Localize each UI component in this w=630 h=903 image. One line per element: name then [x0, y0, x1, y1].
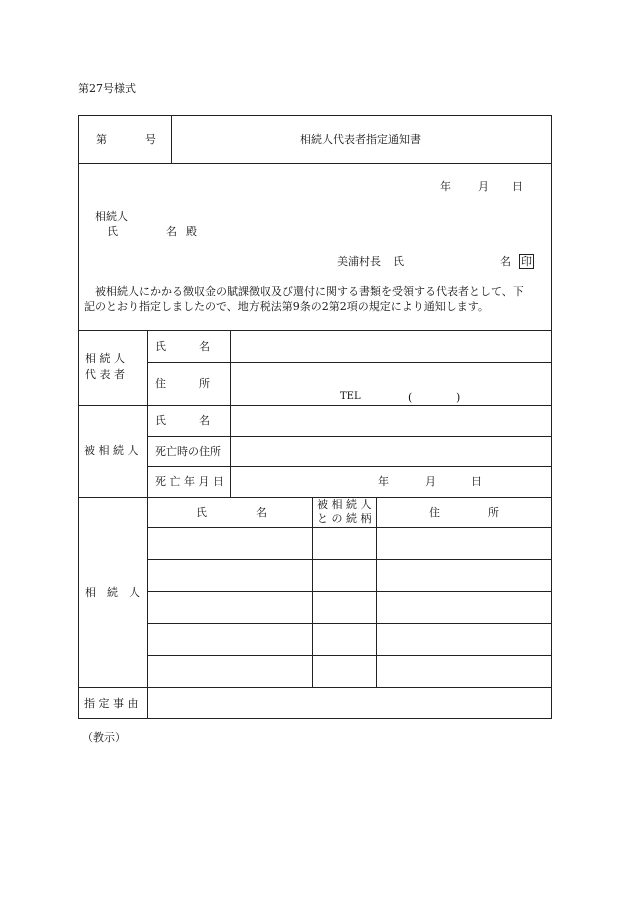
form-number: 第27号様式	[78, 82, 136, 95]
heir-row-4-address-cell[interactable]	[377, 624, 551, 655]
heir-row-2-name-cell[interactable]	[148, 560, 311, 591]
addressee-honorific: 殿	[186, 225, 197, 238]
heirs-col-address-right: 所	[488, 506, 499, 519]
heir-row-5-relation-cell[interactable]	[313, 656, 375, 687]
deceased-date-day: 日	[471, 475, 482, 488]
deceased-date-label: 死 亡 年 月 日	[155, 475, 224, 488]
heir-row-3-name-cell[interactable]	[148, 592, 311, 623]
reason-input-cell[interactable]	[148, 688, 551, 718]
heir-row-1-address-cell[interactable]	[377, 528, 551, 559]
addressee-name-right: 名	[166, 225, 177, 238]
rep-name-input-cell[interactable]	[231, 331, 551, 362]
heir-row-4-name-cell[interactable]	[148, 624, 311, 655]
rep-label-line2: 代 表 者	[85, 368, 125, 381]
document-title: 相続人代表者指定通知書	[300, 133, 421, 146]
heir-row-3-relation-cell[interactable]	[313, 592, 375, 623]
issuer-name-left: 氏	[393, 255, 404, 268]
instruction-note: （教示）	[82, 731, 126, 744]
rep-address-input-cell[interactable]	[231, 363, 551, 405]
heir-row-5-name-cell[interactable]	[148, 656, 311, 687]
rep-tel-label: TEL	[340, 391, 361, 402]
rep-address-label: 住 所	[155, 377, 210, 390]
heir-row-5-address-cell[interactable]	[377, 656, 551, 687]
heirs-col-relation-line1: 被 相 続 人	[317, 498, 372, 511]
heir-row-1-name-cell[interactable]	[148, 528, 311, 559]
deceased-date-year: 年	[378, 475, 389, 488]
addressee-name-left: 氏	[107, 225, 118, 238]
rep-name-label: 氏 名	[155, 340, 210, 353]
body-line-1: 被相続人にかかる徴収金の賦課徴収及び還付に関する書類を受領する代表者として、下	[95, 285, 524, 298]
deceased-address-bottom-line	[147, 466, 552, 467]
deceased-section-bottom-line	[78, 497, 552, 498]
rep-tel-paren-close: )	[456, 391, 461, 404]
body-line-2: 記のとおり指定しましたので、地方税法第9条の2第2項の規定により通知します。	[84, 300, 489, 313]
issuer-name-right: 名	[500, 255, 511, 268]
heir-row-3-address-cell[interactable]	[377, 592, 551, 623]
deceased-name-input-cell[interactable]	[231, 406, 551, 436]
deceased-label: 被 相 続 人	[84, 444, 139, 457]
seal-mark	[519, 254, 534, 269]
heir-row-2-address-cell[interactable]	[377, 560, 551, 591]
seal-stamp-box: 印	[521, 255, 532, 268]
rep-label-line1: 相 続 人	[85, 352, 125, 365]
deceased-date-month: 月	[425, 475, 436, 488]
rep-tel-paren-open: (	[408, 391, 413, 404]
heir-row-1-relation-cell[interactable]	[313, 528, 375, 559]
header-bottom-line	[78, 163, 552, 164]
heirs-label: 相 続 人	[85, 586, 140, 599]
addressee-heir-label: 相続人	[95, 210, 128, 223]
header-divider	[171, 115, 172, 163]
heirs-col-relation-line2: と の 続 柄	[317, 512, 372, 525]
number-label-right: 号	[145, 133, 156, 146]
date-day: 日	[512, 180, 523, 193]
reason-label: 指 定 事 由	[84, 697, 139, 710]
deceased-name-label: 氏 名	[155, 414, 210, 427]
number-label-left: 第	[96, 133, 107, 146]
date-month: 月	[478, 180, 489, 193]
heirs-col-address-left: 住	[429, 506, 440, 519]
heirs-col-name-left: 氏	[196, 506, 207, 519]
date-year: 年	[440, 180, 451, 193]
heir-row-4-relation-cell[interactable]	[313, 624, 375, 655]
deceased-address-input-cell[interactable]	[231, 437, 551, 466]
issuer-title: 美浦村長	[337, 255, 381, 268]
heir-row-2-relation-cell[interactable]	[313, 560, 375, 591]
heirs-col-name-right: 名	[256, 506, 267, 519]
deceased-address-label: 死亡時の住所	[155, 445, 221, 458]
